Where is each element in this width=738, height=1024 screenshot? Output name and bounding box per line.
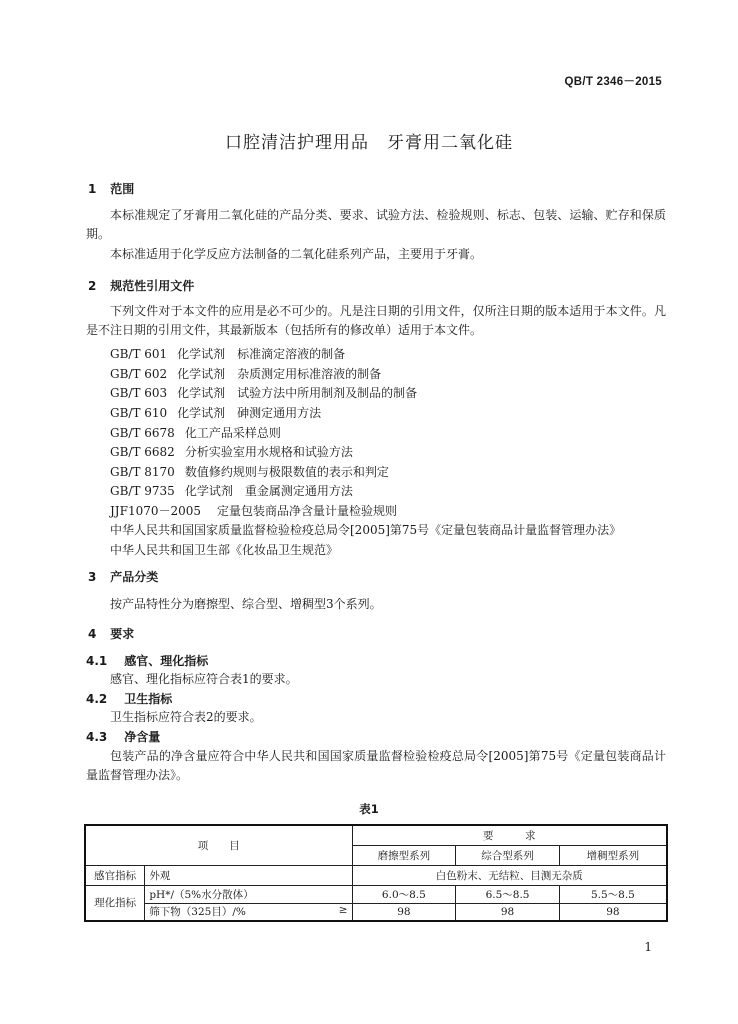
section-title: 规范性引用文件 (110, 279, 195, 293)
reference-item: JJF1070－2005 定量包装商品净含量计量检验规则 (110, 504, 398, 518)
section-number: 2 (88, 279, 97, 293)
table-row (85, 885, 667, 903)
cell-value: 98 (352, 903, 456, 921)
section-4-2-heading (86, 690, 172, 707)
series-header: 磨擦型系列 (352, 845, 456, 865)
section-1-paragraph-2: 本标准适用于化学反应方法制备的二氧化硅系列产品，主要用于牙膏。 (110, 247, 483, 261)
reference-item: GB/T 610 化学试剂 砷测定通用方法 (110, 406, 322, 420)
section-number: 4 (88, 627, 97, 641)
section-4-3-heading (86, 728, 160, 745)
cell-value: 5.5～8.5 (559, 885, 667, 903)
subsection-number: 4.2 (86, 692, 108, 706)
table-row (85, 903, 667, 921)
reference-item: GB/T 9735 化学试剂 重金属测定通用方法 (110, 484, 353, 498)
section-3-paragraph: 按产品特性分为磨擦型、综合型、增稠型3个系列。 (110, 597, 382, 611)
section-title: 要求 (110, 627, 135, 641)
section-4-2-text: 卫生指标应符合表2的要求。 (110, 710, 262, 724)
cell-value: 6.0～8.5 (352, 885, 456, 903)
subsection-number: 4.1 (86, 654, 108, 668)
cell-value: 98 (559, 903, 667, 921)
section-2-heading (88, 277, 194, 294)
reference-item: 中华人民共和国国家质量监督检验检疫总局令[2005]第75号《定量包装商品计量监督管理办法》 (110, 523, 622, 537)
reference-item: GB/T 6682 分析实验室用水规格和试验方法 (110, 445, 353, 459)
subsection-number: 4.3 (86, 730, 108, 744)
subsection-title: 净含量 (124, 730, 161, 744)
operator-symbol: ≥ (338, 904, 348, 917)
section-title: 范围 (110, 182, 135, 196)
series-header: 综合型系列 (456, 845, 560, 865)
row-label (145, 903, 352, 921)
series-header: 增稠型系列 (559, 845, 667, 865)
section-1-paragraph-1: 本标准规定了牙膏用二氧化硅的产品分类、要求、试验方法、检验规则、标志、包装、运输、贮存和保质期。 (86, 208, 666, 241)
section-number: 3 (88, 570, 97, 584)
cell-value: 白色粉末、无结粒、目测无杂质 (352, 865, 667, 885)
header-requirement: 要 求 (352, 825, 667, 845)
section-title: 产品分类 (110, 570, 159, 584)
section-1-heading (88, 180, 134, 197)
standard-number: QB/T 2346－2015 (564, 76, 662, 88)
reference-item: 中华人民共和国卫生部《化妆品卫生规范》 (110, 543, 339, 557)
table-1-caption: 表1 (359, 802, 379, 816)
section-4-1-text: 感官、理化指标应符合表1的要求。 (110, 672, 298, 686)
subsection-title: 感官、理化指标 (124, 654, 209, 668)
table-1 (84, 824, 668, 922)
reference-item: GB/T 6678 化工产品采样总则 (110, 426, 281, 440)
document-title: 口腔清洁护理用品 牙膏用二氧化硅 (225, 133, 513, 153)
table-header-row (85, 825, 667, 845)
table-row (85, 865, 667, 885)
section-3-heading (88, 568, 158, 585)
row-label: pH*/（5%水分散体） (145, 885, 352, 903)
section-2-intro: 下列文件对于本文件的应用是必不可少的。凡是注日期的引用文件，仅所注日期的版本适用于本文件。凡是不注日期的引用文件，其最新版本（包括所有的修改单）适用于本文件。 (86, 304, 666, 337)
reference-item: GB/T 602 化学试剂 杂质测定用标准溶液的制备 (110, 367, 382, 381)
row-group-label: 感官指标 (85, 865, 145, 885)
section-4-heading (88, 625, 134, 642)
header-item: 项 目 (85, 825, 352, 865)
section-number: 1 (88, 182, 97, 196)
cell-value: 6.5～8.5 (456, 885, 560, 903)
page-number: 1 (644, 940, 652, 954)
section-4-3-text: 包装产品的净含量应符合中华人民共和国国家质量监督检验检疫总局令[2005]第75号《定量包装商品计量监督管理办法》。 (86, 749, 666, 782)
row-group-label: 理化指标 (85, 885, 145, 921)
section-4-1-heading (86, 652, 208, 669)
reference-item: GB/T 601 化学试剂 标准滴定溶液的制备 (110, 347, 346, 361)
reference-item: GB/T 8170 数值修约规则与极限数值的表示和判定 (110, 465, 389, 479)
row-label: 外观 (145, 865, 352, 885)
cell-value: 98 (456, 903, 560, 921)
reference-item: GB/T 603 化学试剂 试验方法中所用制剂及制品的制备 (110, 386, 418, 400)
subsection-title: 卫生指标 (124, 692, 173, 706)
row-label-text: 筛下物（325目）/% (149, 906, 246, 919)
